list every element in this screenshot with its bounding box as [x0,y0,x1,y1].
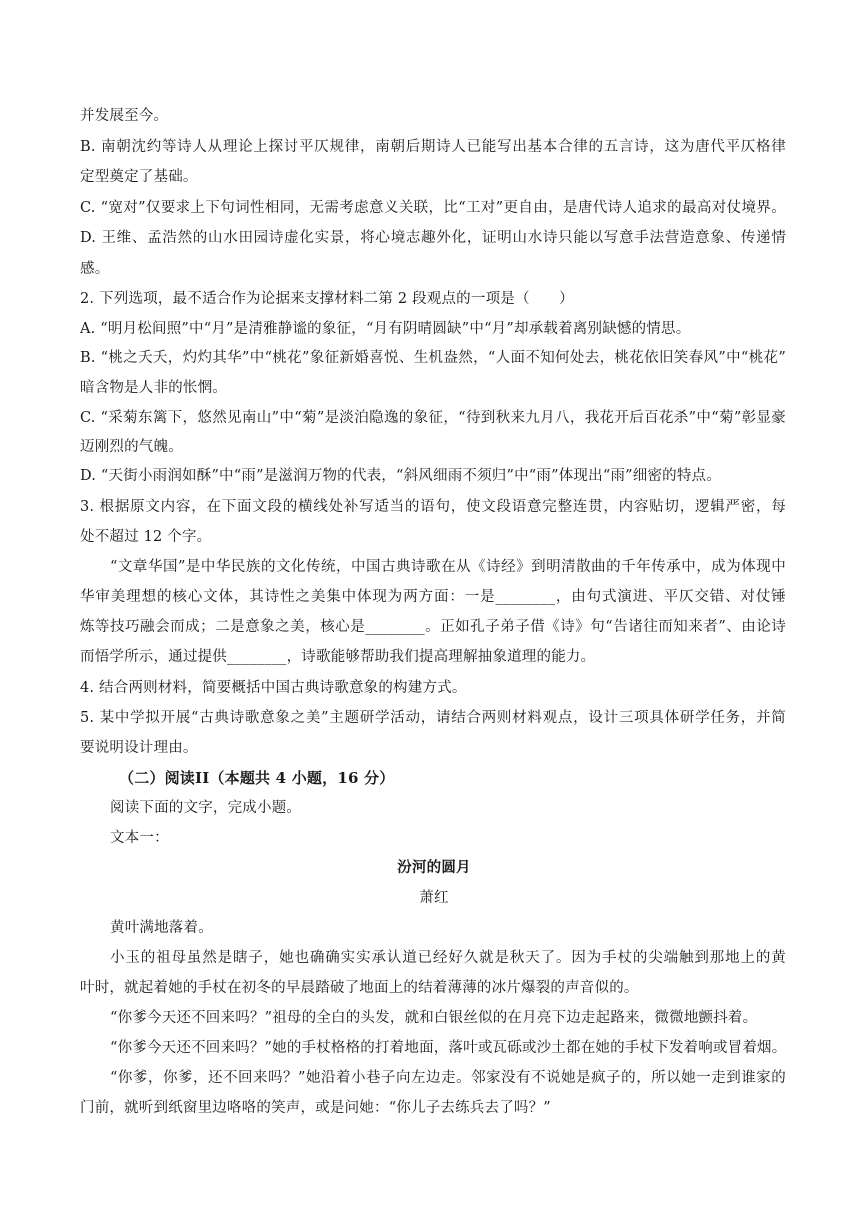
q5-stem-line1: 5. 某中学拟开展“古典诗歌意象之美”主题研学活动，请结合两则材料观点，设计三项具体研学任务，并简 [80,710,786,726]
story-author: 萧红 [419,890,449,906]
story-paragraph-5-line2: 门前，就听到纸窗里边咯咯的笑声，或是问她：“你儿子去练兵去了吗？” [80,1100,551,1116]
section-heading: （二）阅读II（本题共 4 小题，16 分） [119,769,395,787]
story-title: 汾河的圆月 [397,859,471,876]
text-label: 文本一： [110,830,169,846]
story-paragraph-2-line1: 小玉的祖母虽然是瞎子，她也确确实实承认道已经好久就是秋天了。因为手杖的尖端触到那地上的黄 [110,950,786,966]
intro-line: 并发展至今。 [80,108,169,124]
q5-stem-line2: 要说明设计理由。 [80,740,198,756]
story-paragraph-1: 黄叶满地落着。 [110,920,213,936]
q1-option-d-line2: 感。 [80,261,110,277]
q3-paragraph-line2: 华审美理想的核心文体，其诗性之美集中体现为两方面：一是________，由句式演进、平仄交错、对仗锤 [80,589,786,605]
q2-option-c-line2: 迈刚烈的气魄。 [80,439,183,455]
q3-stem-line2: 处不超过 12 个字。 [80,529,212,545]
q1-option-b-line2: 定型奠定了基础。 [80,169,198,185]
story-paragraph-3: “你爹今天还不回来吗？”祖母的全白的头发，就和白银丝似的在月亮下边走起路来，微微地颤抖着。 [110,1010,758,1026]
q2-option-b-line1: B. “桃之夭夭，灼灼其华”中“桃花”象征新婚喜悦、生机盎然，“人面不知何处去，桃花依旧笑春风”中“桃花” [80,350,786,366]
q2-option-b-line2: 暗含物是人非的怅惘。 [80,380,227,396]
q4-stem: 4. 结合两则材料，简要概括中国古典诗歌意象的构建方式。 [80,680,467,696]
q2-option-c-line1: C. “采菊东篱下，悠然见南山”中“菊”是淡泊隐逸的象征，“待到秋来九月八，我花开后百花杀”中“菊”彰显豪 [80,410,786,426]
q2-stem: 2. 下列选项，最不适合作为论据来支撑材料二第 2 段观点的一项是（ ） [80,291,574,307]
story-paragraph-4: “你爹今天还不回来吗？”她的手杖格格的打着地面，落叶或瓦砾或沙土都在她的手杖下发着响或冒着烟。 [110,1040,786,1056]
q2-option-a: A. “明月松间照”中“月”是清雅静谧的象征，“月有阴晴圆缺”中“月”却承载着离别缺憾的情思。 [80,321,691,337]
q1-option-b-line1: B. 南朝沈约等诗人从理论上探讨平仄规律，南朝后期诗人已能写出基本合律的五言诗，这为唐代平仄格律 [80,139,786,155]
q3-stem-line1: 3. 根据原文内容，在下面文段的横线处补写适当的语句，使文段语意完整连贯，内容贴切，逻辑严密，每 [80,499,786,515]
q2-option-d: D. “天街小雨润如酥”中“雨”是滋润万物的代表，“斜风细雨不须归”中“雨”体现出“雨”细密的特点。 [80,468,721,484]
q3-paragraph-line4: 而悟学所示，通过提供________，诗歌能够帮助我们提高理解抽象道理的能力。 [80,649,596,665]
q3-paragraph-line1: “文章华国”是中华民族的文化传统，中国古典诗歌在从《诗经》到明清散曲的千年传承中，成为体现中 [110,559,786,575]
q1-option-d-line1: D. 王维、孟浩然的山水田园诗虚化实景，将心境志趣外化，证明山水诗只能以写意手法营造意象、传递情 [80,230,786,246]
q1-option-c: C. “宽对”仅要求上下句词性相同，无需考虑意义关联，比“工对”更自由，是唐代诗人追求的最高对仗境界。 [80,200,786,216]
story-paragraph-5-line1: “你爹，你爹，还不回来吗？”她沿着小巷子向左边走。邻家没有不说她是疯子的，所以她一走到谁家的 [110,1070,786,1086]
story-paragraph-2-line2: 叶时，就起着她的手杖在初冬的早晨踏破了地面上的结着薄薄的冰片爆裂的声音似的。 [80,980,639,996]
q3-paragraph-line3: 炼等技巧融会而成；二是意象之美，核心是________。正如孔子弟子借《诗》句“告诸往而知来者”、由论诗 [80,619,786,635]
section-instruction: 阅读下面的文字，完成小题。 [110,800,302,816]
